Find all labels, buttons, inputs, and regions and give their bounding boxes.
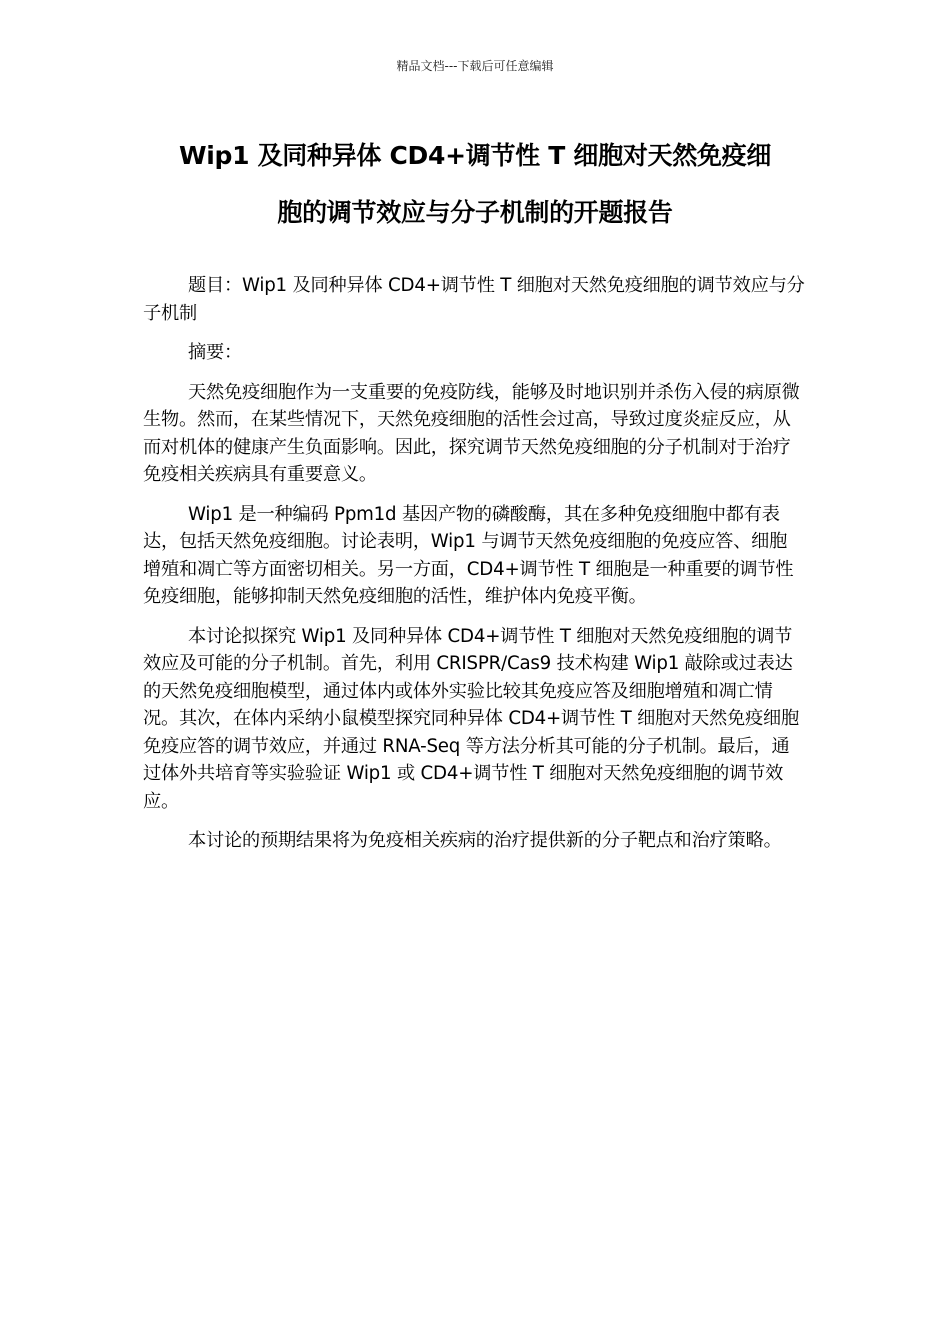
paragraph-abstract-label: 摘要：: [188, 342, 242, 363]
document-title: [100, 127, 850, 241]
title-line-1: Wip1 及同种异体 CD4+调节性 T 细胞对天然免疫细: [178, 141, 772, 170]
title-line-2: 胞的调节效应与分子机制的开题报告: [277, 198, 673, 227]
document-body: [143, 272, 805, 867]
paragraph-expected-results: 本讨论的预期结果将为免疫相关疾病的治疗提供新的分子靶点和治疗策略。: [188, 830, 782, 851]
paragraph-background: 天然免疫细胞作为一支重要的免疫防线，能够及时地识别并杀伤入侵的病原微生物。然而，在某些情况下，天然免疫细胞的活性会过高，导致过度炎症反应，从而对机体的健康产生负面影响。因此，探究调节天然免疫细胞的分子机制对于治疗免疫相关疾病具有重要意义。: [143, 381, 800, 485]
paragraph-plan: 本讨论拟探究 Wip1 及同种异体 CD4+调节性 T 细胞对天然免疫细胞的调节效应及可能的分子机制。首先，利用 CRISPR/Cas9 技术构建 Wip1 敲除或过表达的天然免疫细胞模型，通过体内或体外实验比较其免疫应答及细胞增殖和凋亡情况。其次，在体内采纳小鼠模型探究同种异体 CD4+调节性 T 细胞对天然免疫细胞免疫应答的调节效应，并通过 RNA-Seq 等方法分析其可能的分子机制。最后，通过体外共培育等实验验证 Wip1 或 CD4+调节性 T 细胞对天然免疫细胞的调节效应。: [143, 625, 799, 812]
paragraph-wip1: Wip1 是一种编码 Ppm1d 基因产物的磷酸酶，其在多种免疫细胞中都有表达，包括天然免疫细胞。讨论表明，Wip1 与调节天然免疫细胞的免疫应答、细胞增殖和凋亡等方面密切相关。另一方面，CD4+调节性 T 细胞是一种重要的调节性免疫细胞，能够抑制天然免疫细胞的活性，维护体内免疫平衡。: [143, 503, 794, 607]
paragraph-topic: 题目：Wip1 及同种异体 CD4+调节性 T 细胞对天然免疫细胞的调节效应与分子机制: [143, 275, 805, 324]
page-header-note: 精品文档---下载后可任意编辑: [396, 59, 554, 73]
